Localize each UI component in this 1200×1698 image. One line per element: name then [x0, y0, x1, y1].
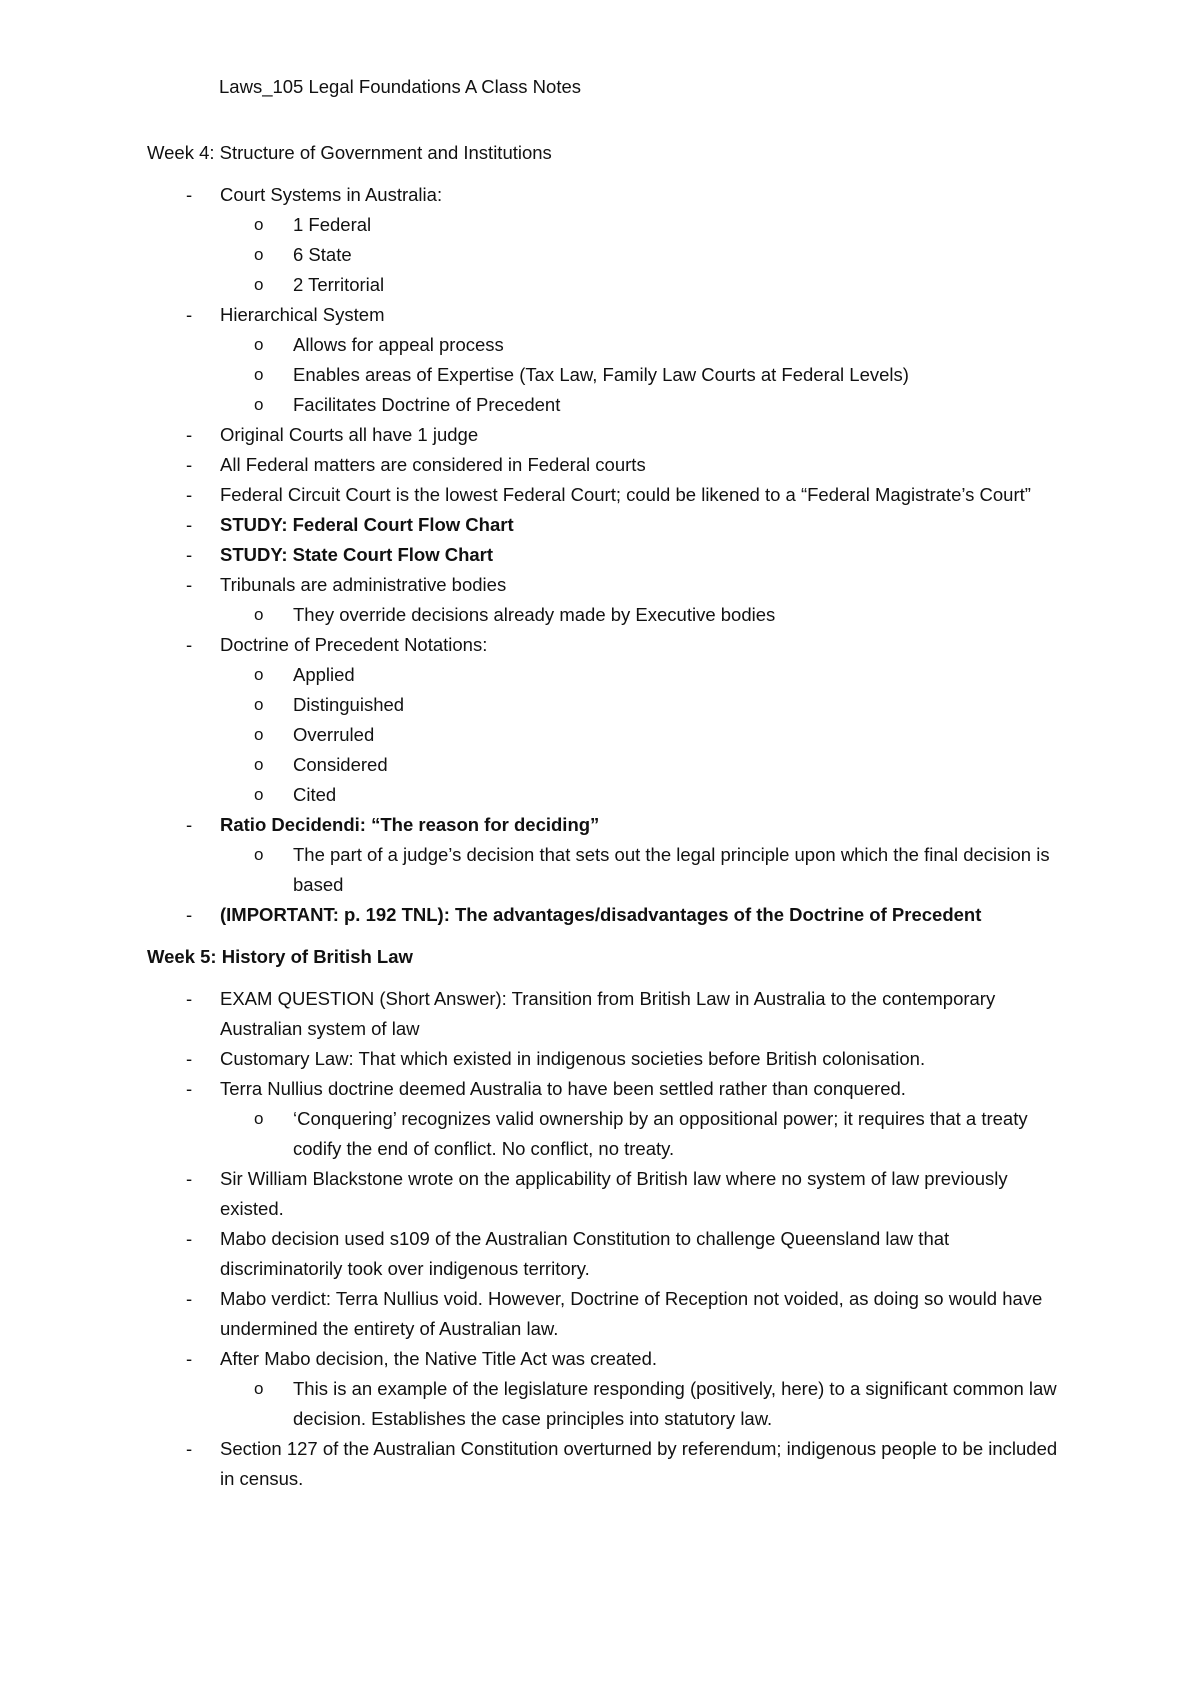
circle-bullet: o — [254, 395, 264, 414]
list-item-text: Hierarchical System — [220, 304, 385, 325]
list-item — [147, 900, 1068, 930]
sub-list-item-text: 6 State — [293, 244, 352, 265]
sub-list-item — [220, 750, 1068, 780]
list-item — [147, 1074, 1068, 1164]
circle-bullet: o — [254, 335, 264, 354]
week4-list — [147, 180, 1068, 930]
list-item — [147, 1044, 1068, 1074]
sub-list — [220, 330, 1068, 420]
list-item-text: Court Systems in Australia: — [220, 184, 443, 205]
dash-bullet: - — [186, 454, 193, 475]
dash-bullet: - — [186, 484, 193, 505]
circle-bullet: o — [254, 1379, 264, 1398]
circle-bullet: o — [254, 755, 264, 774]
dash-bullet: - — [186, 988, 193, 1009]
dash-bullet: - — [186, 424, 193, 445]
sub-list-item-text: Overruled — [293, 724, 375, 745]
sub-list-item — [220, 1374, 1068, 1434]
list-item — [147, 570, 1068, 630]
dash-bullet: - — [186, 1348, 193, 1369]
dash-bullet: - — [186, 814, 193, 835]
list-item-text: Sir William Blackstone wrote on the applicability of British law where no system of law previously existed. — [220, 1168, 1008, 1219]
sub-list-item — [220, 840, 1068, 900]
list-item-text: Federal Circuit Court is the lowest Federal Court; could be likened to a “Federal Magistrate’s Court” — [220, 484, 1031, 505]
sub-list-item — [220, 330, 1068, 360]
sub-list-item-text: Enables areas of Expertise (Tax Law, Family Law Courts at Federal Levels) — [293, 364, 909, 385]
list-item-text: Original Courts all have 1 judge — [220, 424, 479, 445]
circle-bullet: o — [254, 245, 264, 264]
sub-list-item — [220, 690, 1068, 720]
list-item — [147, 1284, 1068, 1344]
circle-bullet: o — [254, 725, 264, 744]
document-title: Laws_105 Legal Foundations A Class Notes — [219, 76, 582, 97]
list-item — [147, 630, 1068, 810]
sub-list — [220, 210, 1068, 300]
list-item — [147, 1344, 1068, 1434]
list-item-text: STUDY: Federal Court Flow Chart — [220, 514, 514, 535]
week4-heading: Week 4: Structure of Government and Institutions — [147, 142, 552, 163]
list-item-text: Mabo decision used s109 of the Australian Constitution to challenge Queensland law that discriminatorily took over indigenous territory. — [220, 1228, 950, 1279]
sub-list-item-text: Cited — [293, 784, 337, 805]
list-item — [147, 540, 1068, 570]
list-item-text: Terra Nullius doctrine deemed Australia to have been settled rather than conquered. — [220, 1078, 906, 1099]
dash-bullet: - — [186, 1228, 193, 1249]
sub-list-item-text: Facilitates Doctrine of Precedent — [293, 394, 561, 415]
sub-list-item — [220, 1104, 1068, 1164]
list-item — [147, 450, 1068, 480]
circle-bullet: o — [254, 695, 264, 714]
sub-list-item-text: 1 Federal — [293, 214, 372, 235]
sub-list — [220, 600, 1068, 630]
dash-bullet: - — [186, 304, 193, 325]
list-item-text: (IMPORTANT: p. 192 TNL): The advantages/disadvantages of the Doctrine of Precedent — [220, 904, 982, 925]
sub-list-item-text: Distinguished — [293, 694, 405, 715]
sub-list — [220, 1374, 1068, 1434]
sub-list-item-text: ‘Conquering’ recognizes valid ownership by an oppositional power; it requires that a treaty codify the end of conflict. No conflict, no treaty. — [293, 1108, 1028, 1159]
dash-bullet: - — [186, 514, 193, 535]
sub-list-item — [220, 270, 1068, 300]
list-item-text: Mabo verdict: Terra Nullius void. However, Doctrine of Reception not voided, as doing so would have undermined the entirety of Australian law. — [220, 1288, 1043, 1339]
list-item — [147, 810, 1068, 900]
list-item-text: After Mabo decision, the Native Title Act was created. — [220, 1348, 658, 1369]
circle-bullet: o — [254, 785, 264, 804]
list-item — [147, 984, 1068, 1044]
list-item — [147, 480, 1068, 510]
circle-bullet: o — [254, 1109, 264, 1128]
dash-bullet: - — [186, 1078, 193, 1099]
dash-bullet: - — [186, 1288, 193, 1309]
list-item-text: STUDY: State Court Flow Chart — [220, 544, 494, 565]
sub-list-item — [220, 660, 1068, 690]
week5-heading: Week 5: History of British Law — [147, 946, 413, 967]
dash-bullet: - — [186, 574, 193, 595]
dash-bullet: - — [186, 1168, 193, 1189]
week5-list — [147, 984, 1068, 1494]
sub-list-item-text: Applied — [293, 664, 355, 685]
list-item — [147, 510, 1068, 540]
dash-bullet: - — [186, 1048, 193, 1069]
list-item — [147, 1224, 1068, 1284]
sub-list-item-text: This is an example of the legislature responding (positively, here) to a significant common law decision. Establishes the case principles into statutory law. — [293, 1378, 1057, 1429]
sub-list-item — [220, 360, 1068, 390]
list-item-text: Ratio Decidendi: “The reason for deciding” — [220, 814, 600, 835]
list-item — [147, 1164, 1068, 1224]
dash-bullet: - — [186, 184, 193, 205]
list-item — [147, 180, 1068, 300]
list-item — [147, 1434, 1068, 1494]
sub-list-item — [220, 600, 1068, 630]
list-item — [147, 300, 1068, 420]
sub-list-item — [220, 720, 1068, 750]
list-item-text: Section 127 of the Australian Constitution overturned by referendum; indigenous people to be included in census. — [220, 1438, 1058, 1489]
sub-list-item — [220, 210, 1068, 240]
dash-bullet: - — [186, 544, 193, 565]
sub-list — [220, 840, 1068, 900]
dash-bullet: - — [186, 1438, 193, 1459]
circle-bullet: o — [254, 275, 264, 294]
list-item — [147, 420, 1068, 450]
list-item-text: All Federal matters are considered in Federal courts — [220, 454, 646, 475]
sub-list-item — [220, 780, 1068, 810]
list-item-text: Doctrine of Precedent Notations: — [220, 634, 488, 655]
circle-bullet: o — [254, 665, 264, 684]
circle-bullet: o — [254, 845, 264, 864]
sub-list — [220, 660, 1068, 810]
dash-bullet: - — [186, 634, 193, 655]
sub-list-item — [220, 390, 1068, 420]
circle-bullet: o — [254, 365, 264, 384]
sub-list — [220, 1104, 1068, 1164]
list-item-text: Customary Law: That which existed in indigenous societies before British colonisation. — [220, 1048, 926, 1069]
sub-list-item-text: The part of a judge’s decision that sets out the legal principle upon which the final decision is based — [293, 844, 1050, 895]
circle-bullet: o — [254, 605, 264, 624]
sub-list-item — [220, 240, 1068, 270]
sub-list-item-text: They override decisions already made by Executive bodies — [293, 604, 776, 625]
list-item-text: Tribunals are administrative bodies — [220, 574, 507, 595]
dash-bullet: - — [186, 904, 193, 925]
list-item-text: EXAM QUESTION (Short Answer): Transition from British Law in Australia to the contemporary Australian system of law — [220, 988, 996, 1039]
circle-bullet: o — [254, 215, 264, 234]
sub-list-item-text: Considered — [293, 754, 388, 775]
sub-list-item-text: 2 Territorial — [293, 274, 385, 295]
sub-list-item-text: Allows for appeal process — [293, 334, 504, 355]
